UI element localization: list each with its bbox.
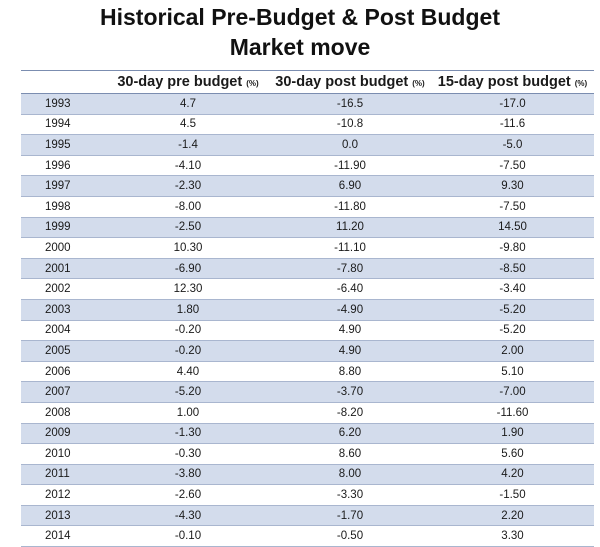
cell-post-15: -5.20 — [431, 299, 594, 320]
cell-pre-30: -4.30 — [107, 505, 269, 526]
table-row — [21, 526, 594, 547]
table-row — [21, 464, 594, 485]
cell-year: 2003 — [21, 299, 107, 320]
cell-post-30: -11.90 — [269, 155, 431, 176]
cell-pre-30: -0.10 — [107, 526, 269, 547]
cell-post-15: -11.60 — [431, 402, 594, 423]
cell-pre-30: 4.7 — [107, 94, 269, 115]
header-post-30 — [269, 71, 431, 94]
cell-year: 1994 — [21, 114, 107, 135]
header-year — [21, 71, 107, 94]
table-body — [21, 94, 594, 547]
table-row — [21, 176, 594, 197]
cell-year: 2001 — [21, 258, 107, 279]
cell-post-30: 11.20 — [269, 217, 431, 238]
header-pre-30-label: 30-day pre budget — [117, 74, 243, 90]
cell-post-15: -7.50 — [431, 196, 594, 217]
cell-post-15: -1.50 — [431, 485, 594, 506]
cell-post-15: -17.0 — [431, 94, 594, 115]
cell-pre-30: -2.50 — [107, 217, 269, 238]
cell-post-15: -9.80 — [431, 238, 594, 259]
cell-post-15: 3.30 — [431, 526, 594, 547]
header-post-15-label: 15-day post budget — [437, 74, 571, 90]
cell-pre-30: 1.80 — [107, 299, 269, 320]
header-post-15-unit: (%) — [574, 79, 588, 88]
cell-post-15: -3.40 — [431, 279, 594, 300]
cell-year: 2000 — [21, 238, 107, 259]
table-row — [21, 320, 594, 341]
header-pre-30 — [107, 71, 269, 94]
cell-pre-30: -1.30 — [107, 423, 269, 444]
cell-year: 2006 — [21, 361, 107, 382]
cell-pre-30: -2.30 — [107, 176, 269, 197]
cell-post-15: 2.20 — [431, 505, 594, 526]
cell-year: 2008 — [21, 402, 107, 423]
table-row — [21, 299, 594, 320]
cell-year: 1993 — [21, 94, 107, 115]
cell-post-30: 6.90 — [269, 176, 431, 197]
header-pre-30-unit: (%) — [246, 79, 259, 88]
cell-post-30: 4.90 — [269, 341, 431, 362]
cell-post-15: 2.00 — [431, 341, 594, 362]
table-row — [21, 341, 594, 362]
header-post-30-unit: (%) — [412, 79, 425, 88]
cell-post-15: 1.90 — [431, 423, 594, 444]
cell-pre-30: -0.30 — [107, 444, 269, 465]
table-row — [21, 155, 594, 176]
table-row — [21, 238, 594, 259]
cell-year: 1996 — [21, 155, 107, 176]
cell-post-30: -16.5 — [269, 94, 431, 115]
cell-post-30: 0.0 — [269, 135, 431, 156]
cell-pre-30: 4.40 — [107, 361, 269, 382]
cell-pre-30: -4.10 — [107, 155, 269, 176]
cell-post-30: -4.90 — [269, 299, 431, 320]
data-table-container — [21, 70, 594, 547]
market-move-table — [21, 70, 594, 547]
cell-post-30: 8.60 — [269, 444, 431, 465]
chart-title — [0, 2, 600, 62]
table-row — [21, 258, 594, 279]
cell-post-30: -3.70 — [269, 382, 431, 403]
cell-post-30: 8.00 — [269, 464, 431, 485]
cell-year: 2009 — [21, 423, 107, 444]
cell-post-15: -7.00 — [431, 382, 594, 403]
cell-pre-30: -1.4 — [107, 135, 269, 156]
cell-pre-30: -6.90 — [107, 258, 269, 279]
cell-year: 1997 — [21, 176, 107, 197]
cell-post-15: 9.30 — [431, 176, 594, 197]
cell-year: 2002 — [21, 279, 107, 300]
cell-post-30: -7.80 — [269, 258, 431, 279]
header-row — [21, 71, 594, 94]
cell-post-15: -5.20 — [431, 320, 594, 341]
cell-post-15: 5.60 — [431, 444, 594, 465]
cell-year: 2012 — [21, 485, 107, 506]
cell-post-30: -11.80 — [269, 196, 431, 217]
cell-post-15: -5.0 — [431, 135, 594, 156]
table-row — [21, 444, 594, 465]
cell-pre-30: -2.60 — [107, 485, 269, 506]
cell-year: 1998 — [21, 196, 107, 217]
table-row — [21, 505, 594, 526]
cell-post-30: 8.80 — [269, 361, 431, 382]
chart-title-line-2: Market move — [229, 34, 371, 60]
table-row — [21, 196, 594, 217]
table-row — [21, 135, 594, 156]
cell-pre-30: 10.30 — [107, 238, 269, 259]
cell-post-15: 5.10 — [431, 361, 594, 382]
header-post-15 — [431, 71, 594, 94]
cell-post-15: -11.6 — [431, 114, 594, 135]
table-row — [21, 485, 594, 506]
table-row — [21, 217, 594, 238]
cell-pre-30: 4.5 — [107, 114, 269, 135]
table-row — [21, 382, 594, 403]
cell-year: 2014 — [21, 526, 107, 547]
cell-post-30: -8.20 — [269, 402, 431, 423]
chart-title-line-1: Historical Pre-Budget & Post Budget — [100, 4, 500, 30]
cell-pre-30: -0.20 — [107, 320, 269, 341]
cell-year: 2004 — [21, 320, 107, 341]
cell-post-30: -3.30 — [269, 485, 431, 506]
cell-year: 2010 — [21, 444, 107, 465]
header-post-30-label: 30-day post budget — [275, 74, 409, 90]
cell-pre-30: -5.20 — [107, 382, 269, 403]
cell-pre-30: -0.20 — [107, 341, 269, 362]
cell-year: 2007 — [21, 382, 107, 403]
table-row — [21, 94, 594, 115]
cell-year: 1995 — [21, 135, 107, 156]
cell-post-30: 4.90 — [269, 320, 431, 341]
table-row — [21, 361, 594, 382]
cell-year: 1999 — [21, 217, 107, 238]
cell-year: 2013 — [21, 505, 107, 526]
cell-post-30: -11.10 — [269, 238, 431, 259]
cell-year: 2011 — [21, 464, 107, 485]
cell-pre-30: 1.00 — [107, 402, 269, 423]
table-row — [21, 423, 594, 444]
table-row — [21, 402, 594, 423]
cell-post-30: -6.40 — [269, 279, 431, 300]
cell-pre-30: 12.30 — [107, 279, 269, 300]
table-row — [21, 114, 594, 135]
cell-pre-30: -3.80 — [107, 464, 269, 485]
cell-pre-30: -8.00 — [107, 196, 269, 217]
cell-year: 2005 — [21, 341, 107, 362]
table-row — [21, 279, 594, 300]
cell-post-15: 4.20 — [431, 464, 594, 485]
cell-post-30: -1.70 — [269, 505, 431, 526]
cell-post-30: -0.50 — [269, 526, 431, 547]
cell-post-30: 6.20 — [269, 423, 431, 444]
cell-post-15: -8.50 — [431, 258, 594, 279]
cell-post-30: -10.8 — [269, 114, 431, 135]
cell-post-15: 14.50 — [431, 217, 594, 238]
cell-post-15: -7.50 — [431, 155, 594, 176]
